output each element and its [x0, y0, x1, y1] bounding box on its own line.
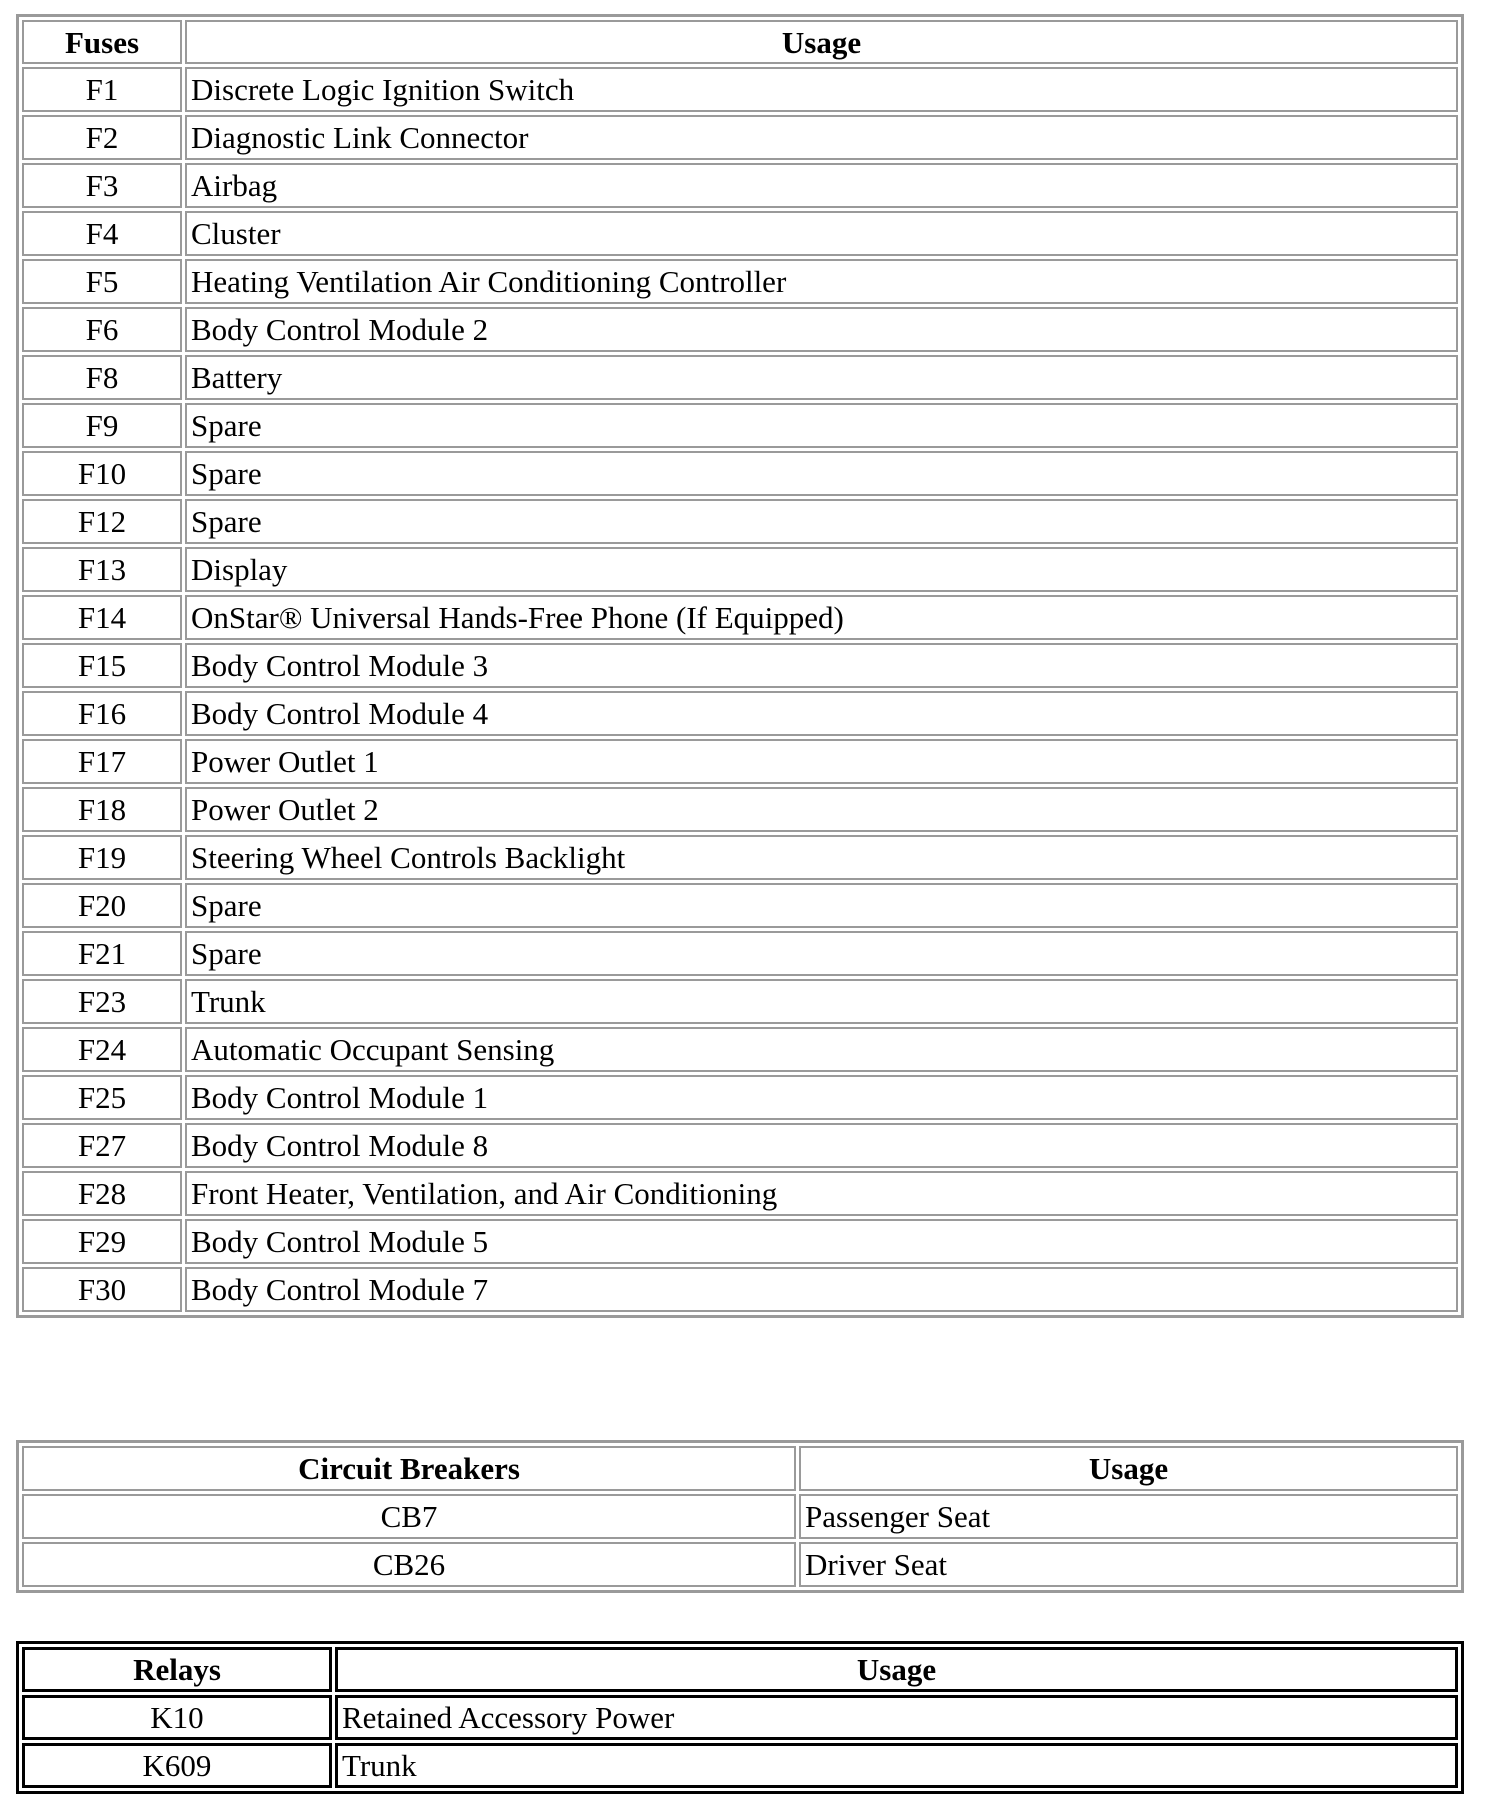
code-cell: F4 [22, 211, 182, 256]
table-row [22, 1542, 1458, 1587]
table-row [22, 211, 1458, 256]
table-row [22, 883, 1458, 928]
fuses-table [16, 14, 1464, 1318]
usage-cell: OnStar® Universal Hands-Free Phone (If Equipped) [185, 595, 1458, 640]
table-row [22, 979, 1458, 1024]
code-cell: F29 [22, 1219, 182, 1264]
table-row [22, 1743, 1458, 1788]
table-row [22, 1027, 1458, 1072]
usage-cell: Airbag [185, 163, 1458, 208]
code-cell: F5 [22, 259, 182, 304]
code-cell: F21 [22, 931, 182, 976]
usage-cell: Front Heater, Ventilation, and Air Conditioning [185, 1171, 1458, 1216]
table-row [22, 739, 1458, 784]
code-cell: F10 [22, 451, 182, 496]
code-cell: F2 [22, 115, 182, 160]
table-row [22, 1219, 1458, 1264]
table-row [22, 1267, 1458, 1312]
usage-cell: Display [185, 547, 1458, 592]
code-cell: F8 [22, 355, 182, 400]
usage-cell: Spare [185, 931, 1458, 976]
code-cell: F25 [22, 1075, 182, 1120]
usage-cell: Automatic Occupant Sensing [185, 1027, 1458, 1072]
relays-usage-column-header: Usage [335, 1647, 1458, 1692]
usage-cell: Body Control Module 7 [185, 1267, 1458, 1312]
usage-cell: Body Control Module 5 [185, 1219, 1458, 1264]
circuit-breakers-table [16, 1440, 1464, 1593]
circuit-breakers-usage-column-header: Usage [799, 1446, 1458, 1491]
circuit-breakers-header-row [22, 1446, 1458, 1491]
code-cell: F30 [22, 1267, 182, 1312]
table-row [22, 403, 1458, 448]
usage-cell: Trunk [185, 979, 1458, 1024]
usage-cell: Steering Wheel Controls Backlight [185, 835, 1458, 880]
table-row [22, 1171, 1458, 1216]
fuses-column-header: Fuses [22, 20, 182, 64]
circuit-breakers-rows [22, 1494, 1458, 1587]
relays-header-row [22, 1647, 1458, 1692]
usage-cell: Discrete Logic Ignition Switch [185, 67, 1458, 112]
code-cell: F19 [22, 835, 182, 880]
table-row [22, 67, 1458, 112]
relays-column-header: Relays [22, 1647, 332, 1692]
table-row [22, 835, 1458, 880]
usage-cell: Spare [185, 499, 1458, 544]
code-cell: F12 [22, 499, 182, 544]
code-cell: F13 [22, 547, 182, 592]
fuses-rows [22, 67, 1458, 1312]
code-cell: K10 [22, 1695, 332, 1740]
code-cell: F3 [22, 163, 182, 208]
code-cell: F17 [22, 739, 182, 784]
usage-cell: Body Control Module 3 [185, 643, 1458, 688]
table-row [22, 355, 1458, 400]
table-row [22, 547, 1458, 592]
usage-cell: Retained Accessory Power [335, 1695, 1458, 1740]
code-cell: K609 [22, 1743, 332, 1788]
table-row [22, 499, 1458, 544]
relays-rows [22, 1695, 1458, 1788]
usage-cell: Power Outlet 2 [185, 787, 1458, 832]
table-row [22, 451, 1458, 496]
code-cell: F1 [22, 67, 182, 112]
table-row [22, 1695, 1458, 1740]
code-cell: F20 [22, 883, 182, 928]
usage-cell: Power Outlet 1 [185, 739, 1458, 784]
fuses-header-row [22, 20, 1458, 64]
code-cell: F6 [22, 307, 182, 352]
table-row [22, 691, 1458, 736]
usage-cell: Trunk [335, 1743, 1458, 1788]
usage-cell: Spare [185, 883, 1458, 928]
usage-cell: Cluster [185, 211, 1458, 256]
code-cell: F23 [22, 979, 182, 1024]
code-cell: F14 [22, 595, 182, 640]
table-row [22, 1123, 1458, 1168]
relays-table [16, 1641, 1464, 1794]
table-row [22, 595, 1458, 640]
table-row [22, 1494, 1458, 1539]
usage-cell: Diagnostic Link Connector [185, 115, 1458, 160]
code-cell: F27 [22, 1123, 182, 1168]
usage-cell: Body Control Module 4 [185, 691, 1458, 736]
table-row [22, 1075, 1458, 1120]
code-cell: F24 [22, 1027, 182, 1072]
fuses-usage-column-header: Usage [185, 20, 1458, 64]
code-cell: F28 [22, 1171, 182, 1216]
code-cell: F15 [22, 643, 182, 688]
table-row [22, 931, 1458, 976]
table-row [22, 259, 1458, 304]
code-cell: CB26 [22, 1542, 796, 1587]
usage-cell: Spare [185, 403, 1458, 448]
circuit-breakers-column-header: Circuit Breakers [22, 1446, 796, 1491]
code-cell: CB7 [22, 1494, 796, 1539]
code-cell: F9 [22, 403, 182, 448]
usage-cell: Heating Ventilation Air Conditioning Controller [185, 259, 1458, 304]
usage-cell: Body Control Module 2 [185, 307, 1458, 352]
code-cell: F16 [22, 691, 182, 736]
usage-cell: Passenger Seat [799, 1494, 1458, 1539]
code-cell: F18 [22, 787, 182, 832]
table-row [22, 307, 1458, 352]
usage-cell: Body Control Module 1 [185, 1075, 1458, 1120]
table-row [22, 163, 1458, 208]
table-row [22, 787, 1458, 832]
table-row [22, 643, 1458, 688]
usage-cell: Driver Seat [799, 1542, 1458, 1587]
usage-cell: Body Control Module 8 [185, 1123, 1458, 1168]
table-row [22, 115, 1458, 160]
usage-cell: Battery [185, 355, 1458, 400]
usage-cell: Spare [185, 451, 1458, 496]
